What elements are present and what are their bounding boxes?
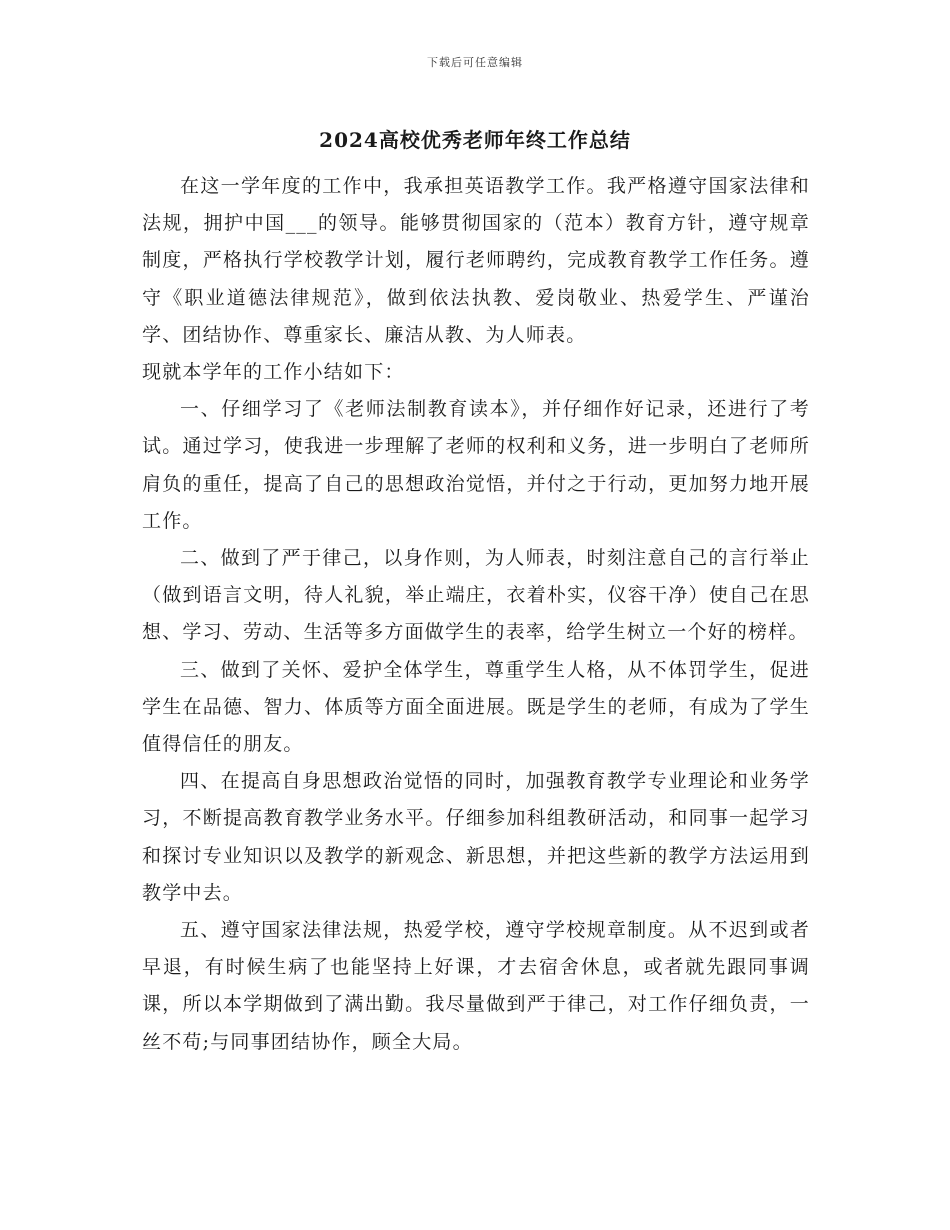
paragraph-item-1: 一、仔细学习了《老师法制教育读本》，并仔细作好记录，还进行了考试。通过学习，使我进一步理解了老师的权利和义务，进一步明白了老师所肩负的重任，提高了自己的思想政治觉悟，并付之于行动，更加努力地开展工作。 [142, 398, 810, 532]
document-title: 2024高校优秀老师年终工作总结 [319, 128, 631, 152]
paragraph-item-4: 四、在提高自身思想政治觉悟的同时，加强教育教学专业理论和业务学习，不断提高教育教学业务水平。仔细参加科组教研活动，和同事一起学习和探讨专业知识以及教学的新观念、新思想，并把这些新的教学方法运用到教学中去。 [142, 770, 810, 904]
paragraph-item-5: 五、遵守国家法律法规，热爱学校，遵守学校规章制度。从不迟到或者早退，有时候生病了也能坚持上好课，才去宿舍休息，或者就先跟同事调课，所以本学期做到了满出勤。我尽量做到严于律己，对工作仔细负责，一丝不苟;与同事团结协作，顾全大局。 [142, 919, 810, 1053]
paragraph-intro: 在这一学年度的工作中，我承担英语教学工作。我严格遵守国家法律和法规，拥护中国___的领导。能够贯彻国家的（范本）教育方针，遵守规章制度，严格执行学校教学计划，履行老师聘约，完成教育教学工作任务。遵守《职业道德法律规范》，做到依法执教、爱岗敬业、热爱学生、严谨治学、团结协作、尊重家长、廉洁从教、为人师表。 [142, 175, 810, 346]
paragraph-summary-lead: 现就本学年的工作小结如下： [142, 361, 405, 384]
document-body [142, 168, 810, 1061]
paragraph-item-2: 二、做到了严于律己，以身作则，为人师表，时刻注意自己的言行举止（做到语言文明，待人礼貌，举止端庄，衣着朴实，仪容干净）使自己在思想、学习、劳动、生活等多方面做学生的表率，给学生树立一个好的榜样。 [142, 547, 810, 644]
paragraph-item-3: 三、做到了关怀、爱护全体学生，尊重学生人格，从不体罚学生，促进学生在品德、智力、体质等方面全面进展。既是学生的老师，有成为了学生值得信任的朋友。 [142, 658, 810, 756]
header-note: 下载后可任意编辑 [427, 56, 523, 69]
